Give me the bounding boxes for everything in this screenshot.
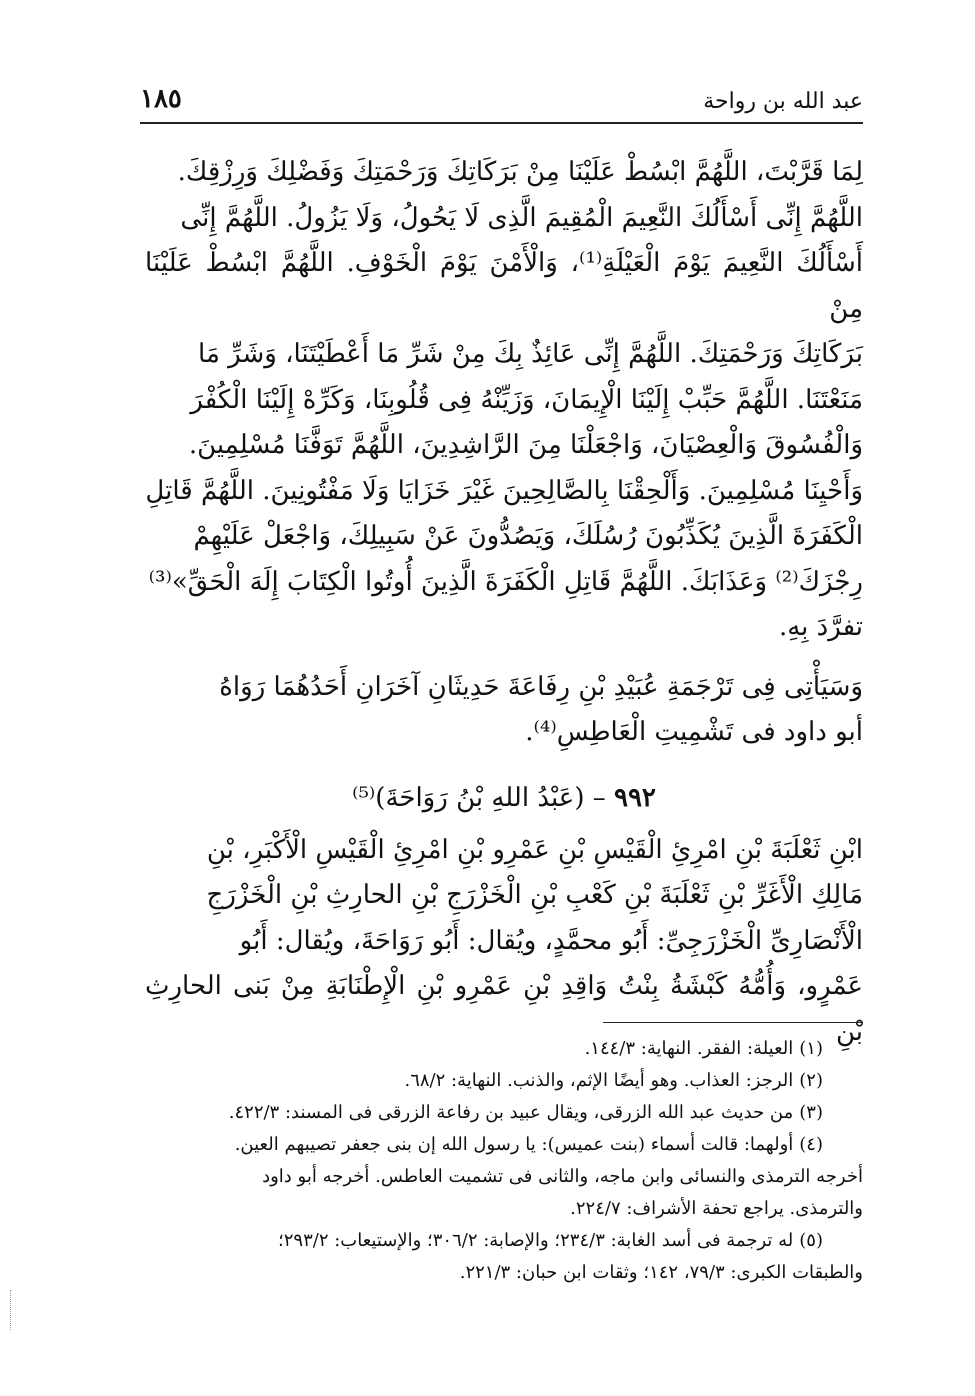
footnote-number: (٥) <box>799 1230 823 1251</box>
main-text <box>145 150 863 1055</box>
text-line: وَأَحْيِنَا مُسْلِمِينَ. وَأَلْحِقْنَا بِالصَّالِحِينَ غَيْرَ خَزَايَا وَلَا مَفْتُونِينَ. اللَّهُمَّ قَاتِلِ <box>145 475 863 506</box>
footnote-text: والترمذى. يراجع تحفة الأشراف: ٢٢٤/٧. <box>570 1198 863 1219</box>
text-line: مَنَعْتَنَا. اللَّهُمَّ حَبِّبْ إِلَيْنَا الْإِيمَانَ، وَزَيِّنْهُ فِى قُلُوبِنَا، وَكَرِّهْ إِلَيْنَا الْكُفْرَ <box>190 384 863 415</box>
footnote-text: والطبقات الكبرى: ٧٩/٣، ١٤٢؛ وثقات ابن حبان: ٢٢١/٣. <box>459 1262 863 1283</box>
entry-heading <box>145 774 863 822</box>
text-line: وَسَيَأْتِى فِى تَرْجَمَةِ عُبَيْدِ بْنِ رِفَاعَةَ حَدِيثَانِ آخَرَانِ أَحَدُهُمَا رَوَاهُ <box>219 671 863 702</box>
header-title: عبد الله بن رواحة <box>703 89 863 114</box>
entry-number: ٩٩٢ <box>614 782 656 813</box>
page-number: ١٨٥ <box>140 84 182 114</box>
footnote-line <box>145 1131 863 1159</box>
footnote-line <box>145 1259 863 1287</box>
footnote-line <box>145 1035 863 1063</box>
cross-reference-paragraph <box>145 665 863 756</box>
footnote-line <box>145 1163 863 1191</box>
footnote-text: أخرجه الترمذى والنسائى وابن ماجه، والثانى فى تشميت العاطس. أخرجه أبو داود <box>262 1166 863 1187</box>
text-line: مَالِكِ الْأَغَرِّ بْنِ ثَعْلَبَةَ بْنِ كَعْبِ بْنِ الْخَزْرَجِ بْنِ الحارِثِ بْنِ الْخَزْرَجِ <box>206 880 863 910</box>
footnote-text: أولهما: قالت أسماء (بنت عميس): يا رسول الله إن بنى جعفر تصيبهم العين. <box>234 1134 794 1155</box>
footnote-line <box>145 1195 863 1223</box>
text-line: عَمْرٍو، وَأُمُّهُ كَبْشَةُ بِنْتُ وَاقِدِ بْنِ عَمْرِو بْنِ الْإِطْنَابَةِ مِنْ بَنى الحارِثِ بْنِ <box>145 971 863 1047</box>
text-line: وَالْفُسُوقَ وَالْعِصْيَانَ، وَاجْعَلْنَا مِنَ الرَّاشِدِينَ، اللَّهُمَّ تَوَفَّنَا مُسْلِمِينَ. <box>188 430 863 460</box>
biography-text <box>145 828 863 1056</box>
entry-title: – (عَبْدُ اللهِ بْنُ رَوَاحَةَ)⁽⁵⁾ <box>352 782 606 813</box>
paragraph-gap <box>145 651 863 665</box>
text-line: الْأَنْصَارِىِّ الْخَزْرَجِىِّ: أَبُو محمَّدٍ، ويُقال: أَبُو رَوَاحَةَ، ويُقال: أَبُو <box>239 925 863 956</box>
text-line: تفرَّدَ بِهِ. <box>778 612 863 642</box>
footnote-number: (٤) <box>799 1134 823 1155</box>
scan-edge-mark <box>10 1290 12 1330</box>
hadith-text <box>145 150 863 651</box>
footnote-text: من حديث عبد الله الزرقى، ويقال عبيد بن رفاعة الزرقى فى المسند: ٤٢٢/٣. <box>228 1102 794 1123</box>
footnote-separator <box>603 1022 863 1023</box>
footnote-number: (٢) <box>799 1070 823 1091</box>
footnote-text: له ترجمة فى أسد الغابة: ٢٣٤/٣؛ والإصابة: ٣٠٦/٢؛ والإستيعاب: ٢٩٣/٢؛ <box>278 1230 794 1251</box>
text-line: أَسْأَلُكَ النَّعِيمَ يَوْمَ الْعَيْلَةِ⁽¹⁾، وَالْأَمْنَ يَوْمَ الْخَوْفِ. اللَّهُمَّ ابْسُطْ عَلَيْنَا مِنْ <box>145 248 863 324</box>
footnote-text: الرجز: العذاب. وهو أيضًا الإثم، والذنب. النهاية: ٦٨/٢. <box>404 1070 794 1091</box>
text-line: أبو داود فى تَشْمِيتِ الْعَاطِسِ⁽⁴⁾. <box>525 717 863 747</box>
footnote-number: (٣) <box>799 1102 823 1123</box>
footnote-line <box>145 1227 863 1255</box>
text-line: الْكَفَرَةَ الَّذِينَ يُكَذِّبُونَ رُسُلَكَ، وَيَصُدُّونَ عَنْ سَبِيلِكَ، وَاجْعَلْ عَلَيْهِمْ <box>193 521 863 551</box>
footnote-line <box>145 1067 863 1095</box>
footnote-line <box>145 1099 863 1127</box>
footnote-text: العيلة: الفقر. النهاية: ١٤٤/٣. <box>584 1038 794 1059</box>
footnote-number: (١) <box>799 1038 823 1059</box>
text-line: لِمَا قَرَّبْتَ، اللَّهُمَّ ابْسُطْ عَلَيْنَا مِنْ بَرَكَاتِكَ وَرَحْمَتِكَ وَفَضْلِكَ وَرِزْقِكَ. <box>177 157 863 187</box>
running-header <box>140 70 863 124</box>
footnotes <box>145 1035 863 1291</box>
text-line: ابْنِ ثَعْلَبَةَ بْنِ امْرِئِ الْقَيْسِ بْنِ عَمْرِو بْنِ امْرِئِ الْقَيْسِ الْأَكْبَرِ، بْنِ <box>206 834 863 865</box>
text-line: بَرَكَاتِكَ وَرَحْمَتِكَ. اللَّهُمَّ إِنِّى عَائِذٌ بِكَ مِنْ شَرِّ مَا أَعْطَيْتَنَا، وَشَرِّ مَا <box>198 339 863 369</box>
text-line: رِجْزَكَ⁽²⁾ وَعَذَابَكَ. اللَّهُمَّ قَاتِلِ الْكَفَرَةَ الَّذِينَ أُوتُوا الْكِتَابَ إِلَهَ الْحَقِّ»⁽³⁾ <box>148 566 863 597</box>
text-line: اللَّهُمَّ إِنِّى أَسْأَلُكَ النَّعِيمَ الْمُقِيمَ الَّذِى لَا يَحُولُ، وَلَا يَزُولُ. اللَّهُمَّ إِنِّى <box>180 202 863 233</box>
